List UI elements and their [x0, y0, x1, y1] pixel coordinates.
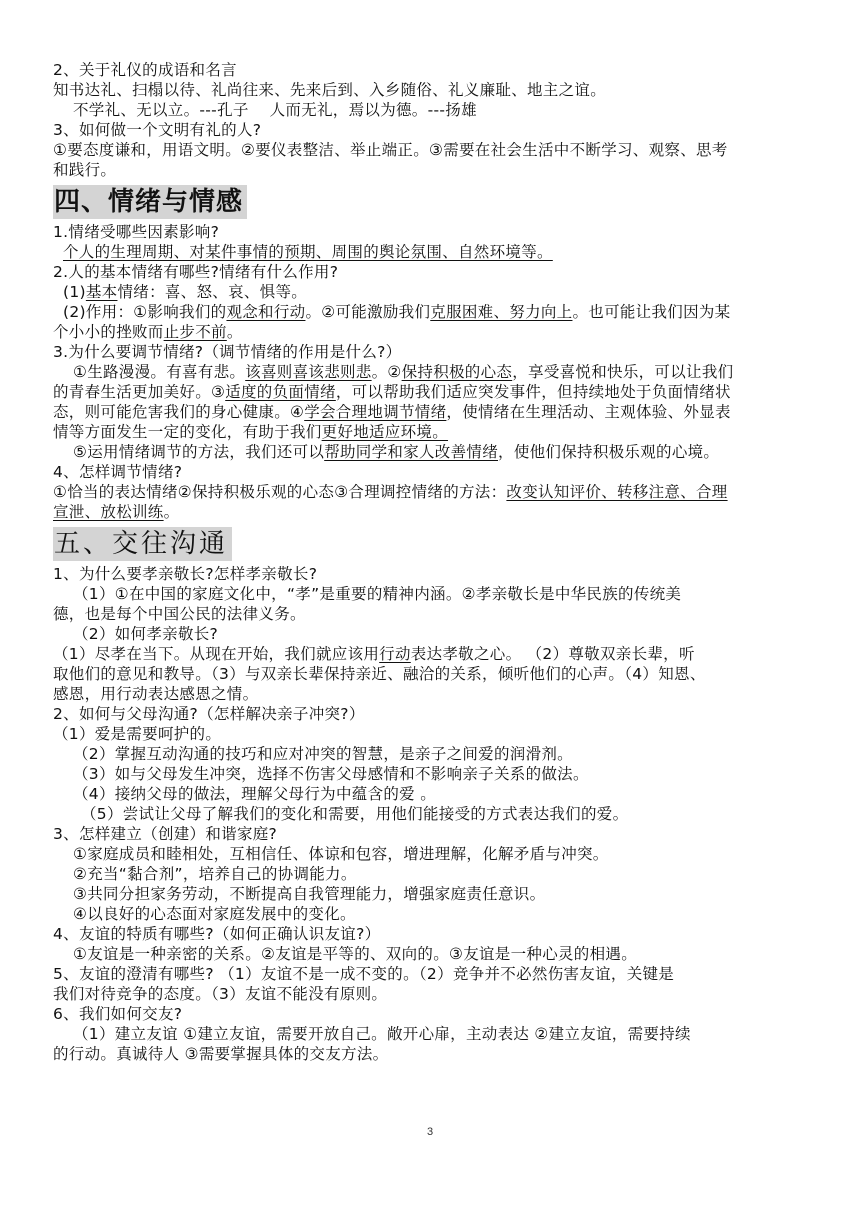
emotions-answer-3-line-2	[53, 382, 813, 402]
communication-answer-6-line-1: （1）建立友谊 ①建立友谊，需要开放自己。敞开心扉，主动表达 ②建立友谊，需要持续	[73, 1025, 691, 1043]
communication-answer-1-line-3: （2）如何孝亲敬长?	[73, 625, 219, 643]
text-run: 表达孝敬之心。 （2）尊敬双亲长辈，听	[410, 645, 695, 663]
section-title-emotions: 四、情绪与情感	[53, 185, 247, 219]
underlined-text: 个人的生理周期、对某件事情的预期、周围的舆论氛围、自然环境等。	[63, 243, 553, 261]
etiquette-quotes	[53, 100, 813, 120]
underlined-text: 该喜则喜该悲则悲	[245, 363, 372, 381]
text-run: (2)作用：①影响我们的	[63, 303, 227, 321]
underlined-text: 保持积极的心态	[401, 363, 513, 381]
text-run: 个小小的挫败而	[53, 323, 164, 341]
communication-question-3: 3、怎样建立（创建）和谐家庭?	[53, 825, 278, 843]
etiquette-heading-3: 3、如何做一个文明有礼的人?	[53, 121, 262, 139]
emotions-answer-2-basic	[53, 282, 813, 302]
text-run: 情等方面发生一定的变化，有助于我们	[53, 423, 322, 441]
emotions-question-2: 2.人的基本情绪有哪些?情绪有什么作用?	[53, 263, 339, 281]
text-run: ①生路漫漫。有喜有悲。	[73, 363, 246, 381]
etiquette-answer-line-1: ①要态度谦和，用语文明。②要仪表整洁、举止端正。③需要在社会生活中不断学习、观察、思考	[53, 141, 728, 159]
underlined-text: 适度的负面情绪	[225, 383, 336, 401]
emotions-answer-4-line-2	[53, 502, 813, 522]
underlined-text: 更好地适应环境。	[321, 423, 449, 441]
communication-answer-1-line-1: （1）①在中国的家庭文化中，“孝”是重要的精神内涵。②孝亲敬长是中华民族的传统美	[73, 585, 682, 603]
communication-answer-3-line-4: ④以良好的心态面对家庭发展中的变化。	[73, 905, 356, 923]
quote-yangxiong: 人而无礼，焉以为德。---扬雄	[269, 101, 477, 119]
communication-answer-1-line-2: 德，也是每个中国公民的法律义务。	[53, 605, 306, 623]
emotions-answer-3-line-4	[53, 422, 813, 442]
communication-question-5-line-2: 我们对待竞争的态度。（3）友谊不能没有原则。	[53, 985, 388, 1003]
communication-question-5-line-1: 5、友谊的澄清有哪些? （1）友谊不是一成不变的。（2）竞争并不必然伤害友谊，关键是	[53, 965, 675, 983]
communication-question-1: 1、为什么要孝亲敬长?怎样孝亲敬长?	[53, 565, 318, 583]
underlined-text: 学会合理地调节情绪	[304, 403, 447, 421]
etiquette-idioms: 知书达礼、扫榻以待、礼尚往来、先来后到、入乡随俗、礼义廉耻、地主之谊。	[53, 81, 607, 99]
underlined-text: 观念和行动	[226, 303, 306, 321]
underlined-text: 帮助同学和家人改善情绪	[324, 443, 499, 461]
text-run: ⑤运用情绪调节的方法，我们还可以	[73, 443, 325, 461]
underlined-text: 改变认知评价、转移注意、合理	[506, 483, 728, 501]
text-run: ，使情绪在生理活动、主观体验、外显表	[446, 403, 731, 421]
text-run: (1)	[63, 283, 86, 301]
emotions-question-3: 3.为什么要调节情绪?（调节情绪的作用是什么?）	[53, 343, 402, 361]
communication-answer-6-line-2: 的行动。真诚待人 ③需要掌握具体的交友方法。	[53, 1045, 389, 1063]
emotions-question-1: 1.情绪受哪些因素影响?	[53, 223, 220, 241]
etiquette-heading-2: 2、关于礼仪的成语和名言	[53, 61, 237, 79]
section-title-communication: 五、交往沟通	[53, 527, 232, 561]
underlined-text: 基本	[85, 283, 118, 301]
communication-answer-4: ①友谊是一种亲密的关系。②友谊是平等的、双向的。③友谊是一种心灵的相遇。	[73, 945, 637, 963]
etiquette-answer-line-2: 和践行。	[53, 161, 117, 179]
text-run: 情绪：喜、怒、哀、惧等。	[117, 283, 308, 301]
text-run: 。	[226, 323, 243, 341]
emotions-question-4: 4、怎样调节情绪?	[53, 463, 183, 481]
communication-answer-3-line-2: ②充当“黏合剂”，培养自己的协调能力。	[73, 865, 357, 883]
text-run: ①恰当的表达情绪②保持积极乐观的心态③合理调控情绪的方法：	[53, 483, 507, 501]
emotions-answer-4-line-1	[53, 482, 813, 502]
communication-answer-1-line-5: 取他们的意见和教导。（3）与双亲长辈保持亲近、融洽的关系，倾听他们的心声。（4）知恩、	[53, 665, 706, 683]
text-run: 。也可能让我们因为某	[572, 303, 731, 321]
page-content	[53, 60, 813, 1064]
quote-confucius: 不学礼、无以立。---孔子	[73, 101, 249, 119]
emotions-answer-1	[53, 242, 813, 262]
communication-answer-2-line-4: （4）接纳父母的做法，理解父母行为中蕴含的爱 。	[73, 785, 436, 803]
communication-answer-3-line-3: ③共同分担家务劳动，不断提高自我管理能力，增强家庭责任意识。	[73, 885, 546, 903]
communication-question-6: 6、我们如何交友?	[53, 1005, 183, 1023]
text-run: （1）尽孝在当下。从现在开始，我们就应该用	[53, 645, 380, 663]
text-run: 。②可能激励我们	[305, 303, 431, 321]
text-run: 态，则可能危害我们的身心健康。④	[53, 403, 305, 421]
communication-answer-2-line-2: （2）掌握互动沟通的技巧和应对冲突的智慧，是亲子之间爱的润滑剂。	[73, 745, 573, 763]
communication-answer-2-line-1: （1）爱是需要呵护的。	[53, 725, 222, 743]
underlined-text: 克服困难、努力向上	[430, 303, 573, 321]
communication-question-2: 2、如何与父母沟通?（怎样解决亲子冲突?）	[53, 705, 365, 723]
communication-answer-2-line-5: （5）尝试让父母了解我们的变化和需要，用他们能接受的方式表达我们的爱。	[81, 805, 629, 823]
text-run: 。②	[371, 363, 402, 381]
text-run: 。	[163, 503, 180, 521]
underlined-text: 宣泄、放松训练	[53, 503, 164, 521]
communication-answer-3-line-1: ①家庭成员和睦相处，互相信任、体谅和包容，增进理解，化解矛盾与冲突。	[73, 845, 609, 863]
emotions-answer-3-line-5	[53, 442, 813, 462]
communication-answer-2-line-3: （3）如与父母发生冲突，选择不伤害父母感情和不影响亲子关系的做法。	[73, 765, 589, 783]
text-run: 的青春生活更加美好。③	[53, 383, 226, 401]
emotions-answer-3-line-1	[53, 362, 813, 382]
communication-answer-1-line-4	[53, 644, 813, 664]
emotions-answer-2-function	[53, 302, 813, 322]
text-run: ，可以帮助我们适应突发事件，但持续地处于负面情绪状	[335, 383, 731, 401]
text-run: ，使他们保持积极乐观的心境。	[498, 443, 720, 461]
emotions-answer-2-function-cont	[53, 322, 813, 342]
communication-question-4: 4、友谊的特质有哪些?（如何正确认识友谊?）	[53, 925, 381, 943]
communication-answer-1-line-6: 感恩，用行动表达感恩之情。	[53, 685, 259, 703]
underlined-text: 行动	[379, 645, 411, 663]
underlined-text: 止步不前	[163, 323, 227, 341]
emotions-answer-3-line-3	[53, 402, 813, 422]
page-number: 3	[426, 1126, 434, 1138]
text-run: ，享受喜悦和快乐，可以让我们	[512, 363, 734, 381]
